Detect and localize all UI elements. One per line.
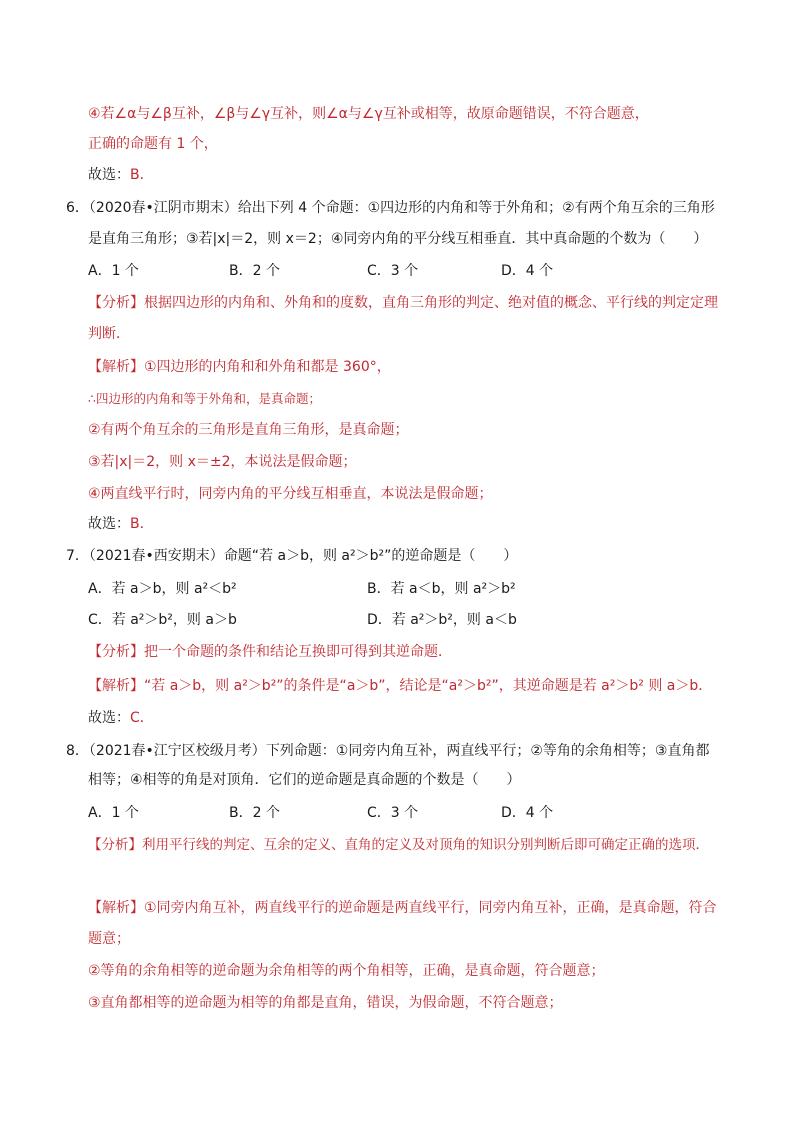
q8-option-c: C．3 个 xyxy=(367,805,419,821)
q8-option-d: D．4 个 xyxy=(501,805,554,821)
q6-solution-2: ∴四边形的内角和等于外角和，是真命题； xyxy=(88,391,321,406)
q6-option-b: B．2 个 xyxy=(229,263,280,279)
q7-solution xyxy=(88,676,712,696)
q6-analysis xyxy=(88,293,718,313)
prev-correct-count: 正确的命题有 1 个， xyxy=(88,136,218,152)
q6-stem-line-1 xyxy=(66,198,715,218)
q6-source: （2020春•江阴市期末） xyxy=(88,200,238,216)
q6-solution-5: ④两直线平行时，同旁内角的平分线互相垂直，本说法是假命题； xyxy=(88,486,493,502)
q6-stem-line-2: 是直角三角形；③若|x|＝2，则 x＝2；④同旁内角的平分线互相垂直．其中真命题的个数为（ ） xyxy=(88,231,708,247)
answer-letter: B． xyxy=(130,167,154,183)
q6-answer xyxy=(88,514,154,534)
q8-solution-3: ③直角都相等的逆命题为相等的角都是直角，错误，为假命题，不符合题意； xyxy=(88,995,563,1011)
q8-stem-1: 下列命题：①同旁内角互补，两直线平行；②等角的余角相等；③直角都 xyxy=(265,743,710,759)
q7-option-b: B．若 a＜b，则 a²＞b² xyxy=(367,581,516,597)
answer-prefix: 故选： xyxy=(88,516,130,532)
solution-tag: 【解析】 xyxy=(88,678,144,694)
answer-letter: B． xyxy=(130,516,154,532)
q6-solution-1: ①四边形的内角和和外角和都是 360°， xyxy=(144,359,391,375)
q7-option-c: C．若 a²＞b²，则 a＞b xyxy=(88,612,237,628)
analysis-tag: 【分析】 xyxy=(88,837,142,853)
solution-tag: 【解析】 xyxy=(88,900,144,916)
answer-prefix: 故选： xyxy=(88,167,130,183)
q6-number: 6． xyxy=(66,200,89,216)
q6-option-c: C．3 个 xyxy=(367,263,419,279)
prev-solution-line-4: ④若∠α与∠β互补，∠β与∠γ互补，则∠α与∠γ互补或相等，故原命题错误，不符合题意， xyxy=(88,106,649,122)
prev-answer xyxy=(88,165,154,185)
q7-source: （2021春•西安期末） xyxy=(88,548,224,564)
q6-analysis-text: 根据四边形的内角和、外角和的度数，直角三角形的判定、绝对值的概念、平行线的判定定理 xyxy=(144,295,718,311)
q8-solution-1b: 题意； xyxy=(88,931,130,947)
q6-solution xyxy=(88,357,391,377)
q8-analysis-text: 利用平行线的判定、互余的定义、直角的定义及对顶角的知识分别判断后即可确定正确的选项． xyxy=(142,837,709,853)
q8-stem-line-2: 相等；④相等的角是对顶角．它们的逆命题是真命题的个数是（ ） xyxy=(88,772,521,788)
q6-stem-1: 给出下列 4 个命题：①四边形的内角和等于外角和；②有两个角互余的三角形 xyxy=(237,200,715,216)
q8-option-b: B．2 个 xyxy=(229,805,280,821)
q6-solution-4: ③若|x|＝2，则 x＝±2，本说法是假命题； xyxy=(88,454,357,470)
q8-stem-line-1 xyxy=(66,741,709,761)
q7-analysis-text: 把一个命题的条件和结论互换即可得到其逆命题． xyxy=(144,644,452,660)
q8-solution-2: ②等角的余角相等的逆命题为余角相等的两个角相等，正确，是真命题，符合题意； xyxy=(88,963,605,979)
q8-number: 8． xyxy=(66,743,89,759)
q8-source: （2021春•江宁区校级月考） xyxy=(88,743,266,759)
q7-option-a: A．若 a＞b，则 a²＜b² xyxy=(88,581,237,597)
analysis-tag: 【分析】 xyxy=(88,295,144,311)
q7-number: 7． xyxy=(66,548,89,564)
q7-answer xyxy=(88,708,154,728)
analysis-tag: 【分析】 xyxy=(88,644,144,660)
q6-option-d: D．4 个 xyxy=(501,263,554,279)
q8-solution-1 xyxy=(88,898,717,918)
q6-solution-3: ②有两个角互余的三角形是直角三角形，是真命题； xyxy=(88,422,409,438)
q6-analysis-line-2: 判断． xyxy=(88,326,130,342)
q8-option-a: A．1 个 xyxy=(88,805,139,821)
answer-prefix: 故选： xyxy=(88,710,130,726)
q7-option-d: D．若 a²＞b²，则 a＜b xyxy=(367,612,517,628)
q7-stem-text: 命题“若 a＞b，则 a²＞b²”的逆命题是（ ） xyxy=(223,548,518,564)
solution-tag: 【解析】 xyxy=(88,359,144,375)
q8-solution-1-text: ①同旁内角互补，两直线平行的逆命题是两直线平行，同旁内角互补，正确，是真命题，符合 xyxy=(144,900,717,916)
q7-analysis xyxy=(88,642,452,662)
q7-solution-text: “若 a＞b，则 a²＞b²”的条件是“a＞b”，结论是“a²＞b²”，其逆命题是若 a²＞b² 则 a＞b． xyxy=(144,678,713,694)
q8-analysis xyxy=(88,835,709,855)
answer-letter: C． xyxy=(130,710,154,726)
q6-option-a: A．1 个 xyxy=(88,263,139,279)
q7-stem xyxy=(66,546,517,566)
